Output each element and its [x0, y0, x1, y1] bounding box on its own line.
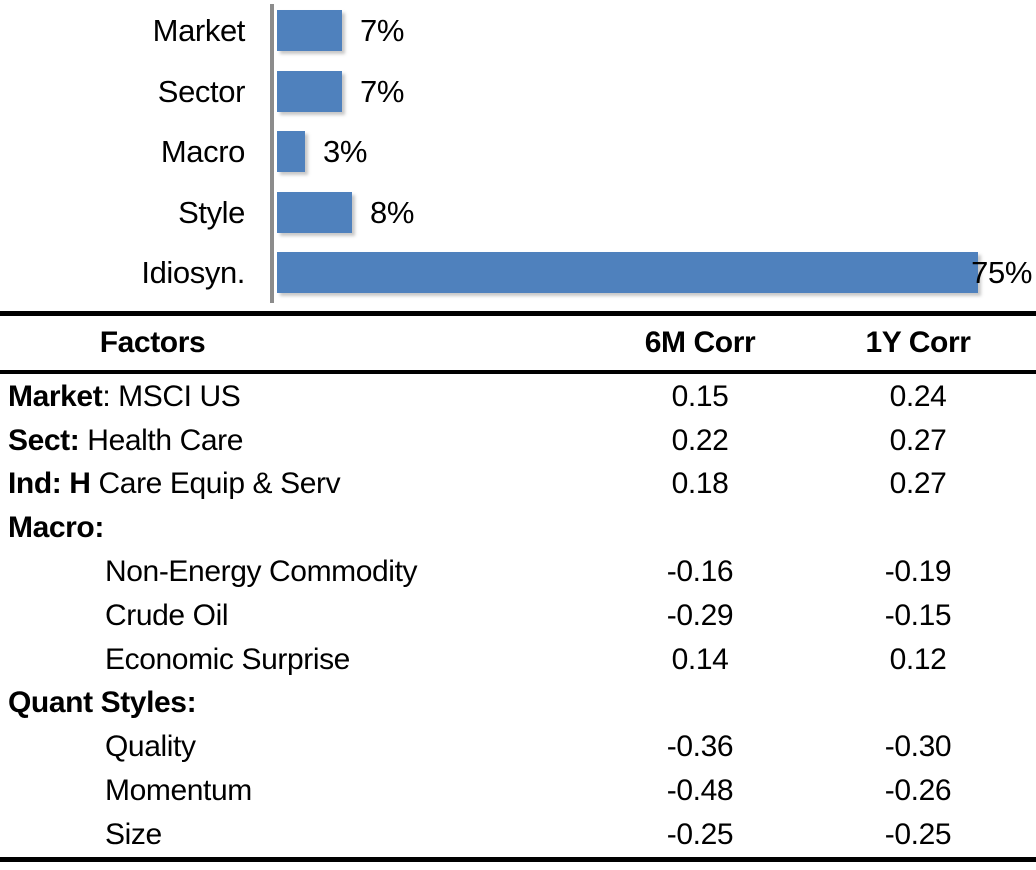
column-header-6m-corr: 6M Corr: [644, 326, 756, 359]
corr-6m-value: -0.29: [666, 598, 734, 632]
table-row: [0, 813, 1036, 857]
corr-1y-value: -0.19: [884, 555, 952, 589]
factor-label: [0, 686, 600, 720]
factor-label-rest: : MSCI US: [102, 379, 241, 413]
factor-label-rest: Momentum: [105, 774, 252, 808]
chart-row-market: [0, 10, 1036, 51]
value-label: 75%: [971, 255, 1032, 290]
corr-6m-value: -0.16: [666, 555, 734, 589]
corr-1y-value: -0.30: [884, 730, 952, 764]
bar: [277, 131, 305, 172]
table-header-row: [0, 316, 1036, 370]
value-label: 7%: [360, 74, 405, 109]
factor-label-rest: Size: [105, 817, 162, 851]
table-row: [0, 682, 1036, 726]
factor-label: [0, 730, 600, 764]
corr-1y-value: 0.12: [889, 642, 947, 676]
corr-6m-value: 0.14: [671, 642, 729, 676]
factor-label-rest: Non-Energy Commodity: [105, 555, 418, 589]
category-label: Macro: [160, 134, 245, 169]
factor-label-rest: Quality: [105, 730, 196, 764]
bar: [277, 10, 342, 51]
factor-label: [0, 380, 600, 414]
category-label: Idiosyn.: [141, 255, 245, 290]
factor-label: [0, 511, 600, 545]
factor-label-rest: Economic Surprise: [105, 642, 350, 676]
factor-label: [0, 467, 600, 501]
factor-label: [0, 599, 600, 633]
corr-1y-value: -0.15: [884, 598, 952, 632]
value-label: 7%: [360, 13, 405, 48]
corr-1y-value: 0.27: [889, 467, 947, 501]
corr-6m-value: -0.36: [666, 730, 734, 764]
table-row: [0, 769, 1036, 813]
factor-label-bold: Ind: H: [8, 467, 91, 501]
factor-label-bold: Macro:: [8, 511, 104, 545]
chart-row-idiosyn: [0, 252, 1036, 293]
corr-6m-value: -0.48: [666, 774, 734, 808]
factor-label-rest: Care Equip & Serv: [90, 467, 341, 501]
correlation-table-body: [0, 375, 1036, 857]
chart-row-style: [0, 192, 1036, 233]
table-bottom-rule: [0, 857, 1036, 862]
table-row: [0, 638, 1036, 682]
factor-label: [0, 818, 600, 852]
column-header-1y-corr: 1Y Corr: [865, 326, 971, 359]
bar: [277, 192, 352, 233]
table-row: [0, 375, 1036, 419]
category-label: Market: [152, 13, 245, 48]
factor-label-bold: Quant Styles:: [8, 686, 197, 720]
factor-label-bold: Sect:: [8, 423, 80, 457]
category-label: Sector: [157, 74, 245, 109]
corr-1y-value: -0.25: [884, 817, 952, 851]
value-label: 3%: [323, 134, 368, 169]
corr-6m-value: -0.25: [666, 817, 734, 851]
factor-label-rest: Health Care: [79, 423, 243, 457]
corr-1y-value: 0.24: [889, 379, 947, 413]
corr-1y-value: 0.27: [889, 423, 947, 457]
table-row: [0, 463, 1036, 507]
table-row: [0, 550, 1036, 594]
column-header-factors: Factors: [99, 326, 206, 359]
factor-label-bold: Market: [8, 379, 103, 413]
table-row: [0, 725, 1036, 769]
corr-6m-value: 0.18: [671, 467, 729, 501]
corr-1y-value: -0.26: [884, 774, 952, 808]
corr-6m-value: 0.15: [671, 379, 729, 413]
table-header-rule: [0, 370, 1036, 374]
value-label: 8%: [370, 195, 415, 230]
factor-label: [0, 424, 600, 458]
table-row: [0, 419, 1036, 463]
factor-label: [0, 643, 600, 677]
category-label: Style: [178, 195, 245, 230]
factor-label-rest: Crude Oil: [105, 598, 229, 632]
factor-label: [0, 774, 600, 808]
bar: [277, 252, 978, 293]
risk-decomposition-bar-chart: [0, 0, 1036, 308]
table-row: [0, 506, 1036, 550]
bar: [277, 71, 342, 112]
corr-6m-value: 0.22: [671, 423, 729, 457]
chart-row-macro: [0, 131, 1036, 172]
chart-row-sector: [0, 71, 1036, 112]
factor-label: [0, 555, 600, 589]
table-row: [0, 594, 1036, 638]
